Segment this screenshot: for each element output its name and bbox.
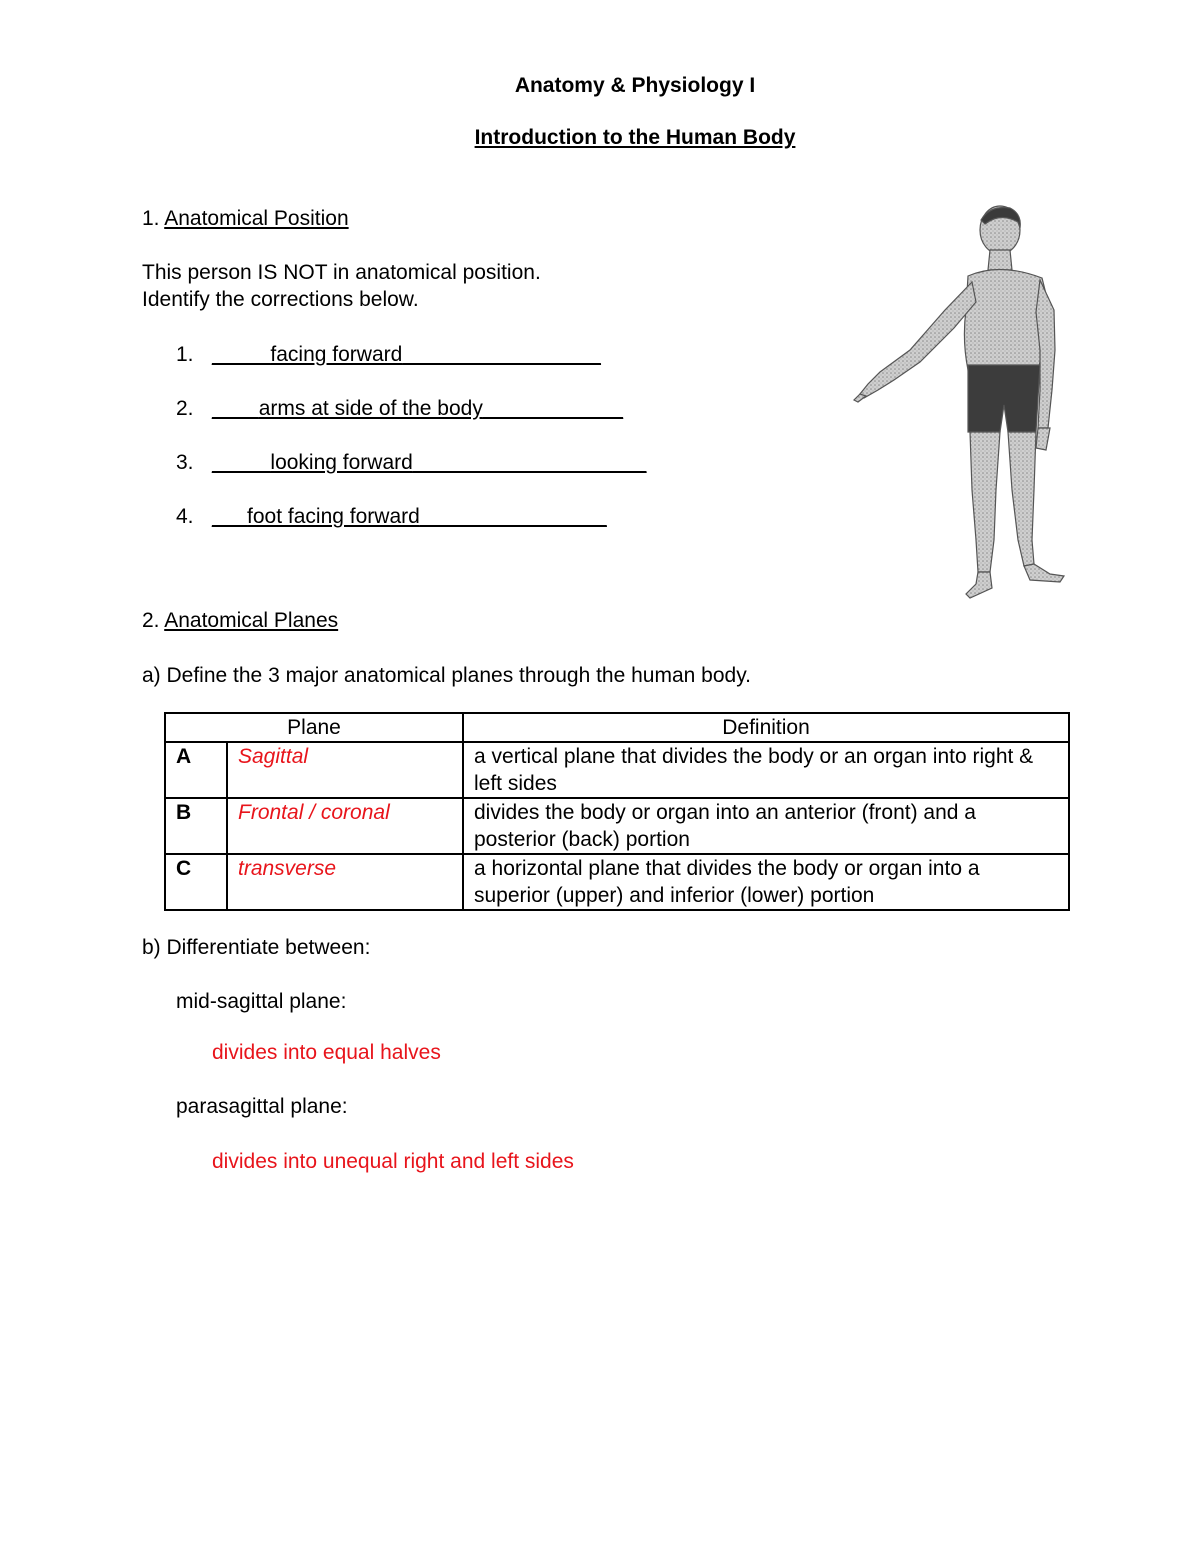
section2-title: Anatomical Planes — [164, 609, 339, 632]
correction-number: 3. — [176, 451, 194, 474]
header-plane: Plane — [165, 713, 463, 742]
correction-item — [176, 505, 607, 529]
correction-number: 2. — [176, 397, 194, 420]
correction-answer: _____facing forward_________________ — [212, 343, 601, 366]
correction-number: 4. — [176, 505, 194, 528]
section1-title: Anatomical Position — [164, 207, 349, 230]
mid-sagittal-answer: divides into equal halves — [212, 1041, 441, 1064]
row-letter: C — [165, 854, 227, 910]
header-definition: Definition — [463, 713, 1069, 742]
section2-number: 2. — [142, 609, 160, 632]
correction-item — [176, 397, 623, 421]
correction-answer: ___foot facing forward________________ — [212, 505, 607, 528]
row-definition: divides the body or organ into an anterior (front) and a posterior (back) portion — [463, 798, 1069, 854]
section1-number: 1. — [142, 207, 160, 230]
row-plane: Sagittal — [227, 742, 463, 798]
table-row — [165, 798, 1069, 854]
section1-prompt-line1: This person IS NOT in anatomical position. — [142, 261, 541, 284]
row-plane: transverse — [227, 854, 463, 910]
course-title: Anatomy & Physiology I — [514, 74, 756, 97]
row-definition: a vertical plane that divides the body or an organ into right & left sides — [463, 742, 1069, 798]
row-plane: Frontal / coronal — [227, 798, 463, 854]
mid-sagittal-label: mid-sagittal plane: — [176, 990, 347, 1013]
question-b: b) Differentiate between: — [142, 936, 371, 959]
planes-table — [164, 712, 1070, 911]
correction-item — [176, 343, 601, 367]
correction-answer: _____looking forward____________________ — [212, 451, 647, 474]
section1-heading — [142, 207, 349, 231]
human-figure-illustration — [850, 200, 1075, 605]
row-letter: B — [165, 798, 227, 854]
page-subtitle: Introduction to the Human Body — [474, 126, 796, 149]
correction-item — [176, 451, 646, 475]
question-a: a) Define the 3 major anatomical planes through the human body. — [142, 664, 751, 687]
correction-answer: ____arms at side of the body____________ — [212, 397, 623, 420]
row-letter: A — [165, 742, 227, 798]
correction-number: 1. — [176, 343, 194, 366]
table-row — [165, 854, 1069, 910]
section2-heading — [142, 609, 338, 633]
section1-prompt-line2: Identify the corrections below. — [142, 288, 419, 311]
parasagittal-answer: divides into unequal right and left sides — [212, 1150, 574, 1173]
table-header-row — [165, 713, 1069, 742]
table-row — [165, 742, 1069, 798]
parasagittal-label: parasagittal plane: — [176, 1095, 348, 1118]
row-definition: a horizontal plane that divides the body or organ into a superior (upper) and inferior (lower) portion — [463, 854, 1069, 910]
